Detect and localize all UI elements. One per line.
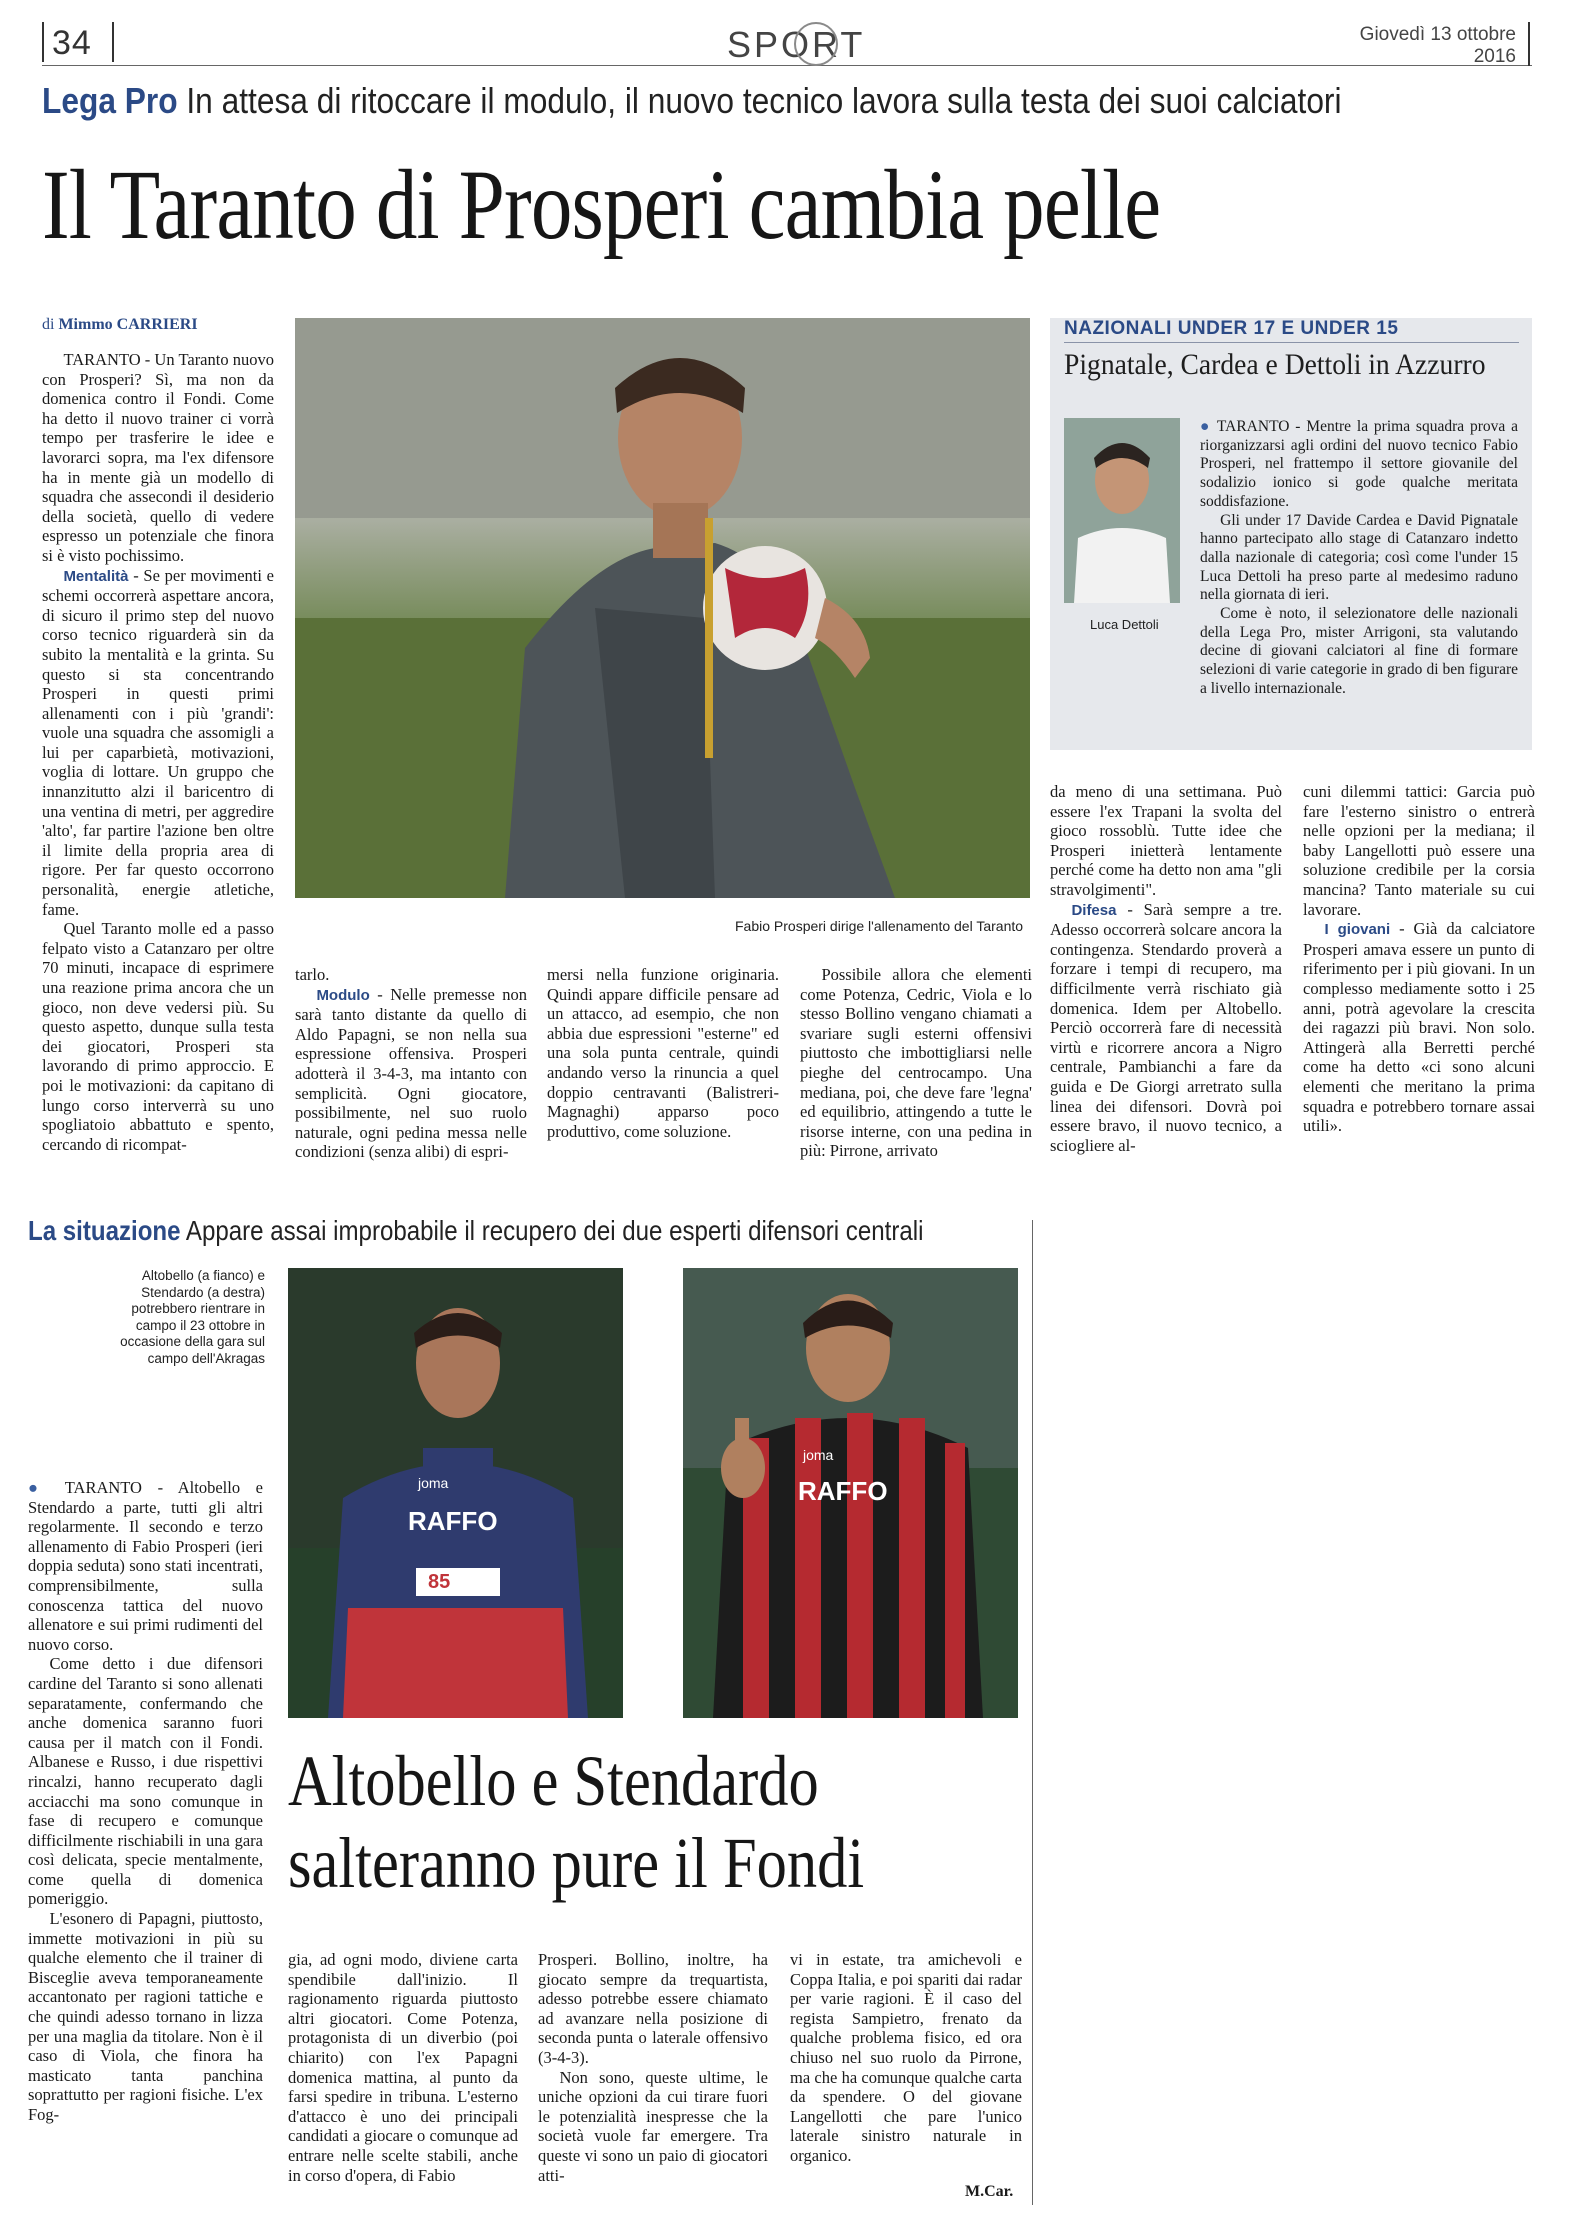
header-number-rule <box>112 22 114 62</box>
second-col-D <box>790 1950 1022 2180</box>
main-kicker-label: Lega Pro <box>42 80 178 121</box>
date-line2: 2016 <box>1473 46 1516 67</box>
second-col-B <box>288 1950 518 2208</box>
jersey-brand-right: joma <box>803 1447 834 1463</box>
main-col6-p2: - Già da calciatore Prosperi amava essere un punto di riferimento per i più giovani. In un complesso mediamente sotto i 25 anni, potrà agevolare la crescita dei ragazzi più bravi. Non solo. Attingerà alla Berretti perché come ha detto «ci sono alcuni elementi che meritano la prima squadra e potrebbero tornare assai utili». <box>1303 919 1535 1136</box>
main-col1-p3: Quel Taranto molle ed a passo felpato visto a Catanzaro per oltre 70 minuti, incapace di esprimere una reazione prima ancora che un gioco, non deve vedersi più. Su questo aspetto, dunque sulla testa dei giocatori, Prosperi sta lavorando di primo approccio. E poi le motivazioni: da capitano di lungo corso interverrà su uno spogliatoio abbattuto e spento, cercando di ricompat- <box>42 919 274 1154</box>
jersey-brand-left: joma <box>418 1475 449 1491</box>
main-col6-p1: cuni dilemmi tattici: Garcia può fare l'esterno sinistro o entrerà nelle opzioni per la mediana; il baby Langellotti può essere una soluzione credibile per la corsia mancina? Tanto materiale su cui lavorare. <box>1303 782 1535 919</box>
main-kicker <box>42 80 1362 122</box>
date-line1: Giovedì 13 ottobre <box>1359 24 1516 45</box>
kw-modulo: Modulo <box>316 986 370 1004</box>
second-colC-p1: Prosperi. Bollino, inoltre, ha giocato sempre da trequartista, adesso potrebbe essere chiamato ad avanzare nella posizione di seconda punta o laterale offensivo (3-4-3). <box>538 1950 768 2067</box>
second-photo-caption: Altobello (a fianco) e Stendardo (a destra) potrebbero rientrare in campo il 23 ottobre in occasione della gara sul campo dell'Akragas <box>120 1268 265 1366</box>
section-logo-ring <box>794 22 838 66</box>
second-article-left-rule <box>1032 1220 1033 2205</box>
second-colB-p1: gia, ad ogni modo, diviene carta spendibile dall'inizio. Il ragionamento riguarda piuttosto altri giocatori. Come Potenza, protagonista di un diverbio (poi chiarito) con l'ex Papagni domenica mattina, al punto da farsi spedire in tribuna. L'esterno d'attacco è uno dei principali candidati a giocare o comunque ad entrare nelle scelte stabili, anche in corso d'opera, di Fabio <box>288 1950 518 2185</box>
jersey-number-left: 85 <box>428 1571 451 1593</box>
altobello-illustration <box>288 1268 623 1718</box>
coach-illustration <box>295 318 1030 898</box>
page-number: 34 <box>52 24 92 62</box>
main-col1-p1: TARANTO - Un Taranto nuovo con Prosperi? Sì, ma non da domenica contro il Fondi. Come ha detto il nuovo trainer ci vorrà tempo per trasferire le idee e lavorarci sopra, ma l'ex difensore ha in mente già un modello di squadra che assecondi il desiderio della società, quello di vedere espresso un potenziale che finora si è visto pochissimo. <box>42 350 274 565</box>
main-col5-p2: - Sarà sempre a tre. Adesso occorrerà solcare ancora la contingenza. Stendardo proverà a forzare i tempi di recupero, ma difficilmente verrà rischiato già domenica. Idem per Altobello. Perciò occorrerà fare di necessità virtù e ricorrere ancora a Nigro centrale, Pambianchi a fare da guida e De Giorgi arretrato sulla linea dei difensori. Dovrà poi essere bravo, il nuovo tecnico, a sciogliere al- <box>1050 899 1282 1155</box>
second-col-C <box>538 1950 768 2208</box>
second-colA-p2: Come detto i due difensori cardine del Taranto si sono allenati separatamente, confermando che anche domenica saranno fuori causa per il match con il Fondi. Albanese e Russo, i due rispettivi rincalzi, hanno recuperato dagli acciacchi ma sono comunque in fase di recupero e comunque difficilmente rischiabili in una gara così delicata, specie mentalmente, come quella di domenica pomeriggio. <box>28 1654 263 1909</box>
photo-stendardo <box>683 1268 1018 1718</box>
sidebar-photo-dettoli <box>1064 418 1180 603</box>
main-col-2 <box>295 965 527 1165</box>
second-kicker-label: La situazione <box>28 1215 181 1246</box>
byline-name: Mimmo CARRIERI <box>58 316 198 333</box>
main-col4-p1: Possibile allora che elementi come Potenza, Cedric, Viola e lo stesso Bollino vengano chiamati a svariare sugli esterni offensivi piuttosto che imbottigliarsi nelle pieghe del centrocampo. Una mediana, poi, che deve fare 'legna' ed equilibrio, attingendo a tutte le risorse interne, con una pedina in più: Pirrone, arrivato <box>800 965 1032 1161</box>
kw-difesa: Difesa <box>1071 901 1117 919</box>
sidebar-box <box>1050 318 1532 750</box>
second-colD-p1: vi in estate, tra amichevoli e Coppa Italia, e poi spariti dai radar per varie ragioni. È il caso del regista Sampietro, frenato da qualche problema fisico, ed ora chiuso nel suo ruolo da Pirrone, ma che ha comunque qualche carta da spendere. O del giovane Langellotti che pare l'unico laterale sinistro naturale in organico. <box>790 1950 1022 2165</box>
second-kicker <box>28 1215 923 1247</box>
sidebar-headline: Pignatale, Cardea e Dettoli in Azzurro <box>1064 348 1486 381</box>
main-col1-p2: - Se per movimenti e schemi occorrerà aspettare ancora, di sicuro il primo step del nuovo corso tecnico riguarderà sin da subito la mentalità e la grinta. Su questo si sta concentrando Prosperi in questi primi allenamenti con i più 'grandi': vuole una squadra che assomigli a lui per caparbietà, motivazioni, voglia di lottare. Un gruppo che innanzitutto alzi il baricentro di una ventina di metri, per aggredire 'alto', far partire l'azione ben oltre il limite della propria area di rigore. Per far questo occorrono personalità, energie atletiche, fame. <box>42 565 274 919</box>
main-col2-p1: tarlo. <box>295 965 330 984</box>
kw-giovani: I giovani <box>1324 921 1391 939</box>
kw-mentalita: Mentalità <box>63 567 129 585</box>
sidebar-p2: Gli under 17 Davide Cardea e David Pignatale hanno partecipato allo stage di Catanzaro indetto dalla nazionale di categoria; così come l'under 15 Luca Dettoli ha preso parte al medesimo raduno nella giornata di ieri. <box>1200 511 1518 604</box>
stendardo-illustration <box>683 1268 1018 1718</box>
second-kicker-text: Appare assai improbabile il recupero dei due esperti difensori centrali <box>185 1215 924 1246</box>
header-left-rule <box>42 22 44 62</box>
sidebar-p3: Come è noto, il selezionatore delle nazionali della Lega Pro, mister Arrigoni, sta valutando decine di giovani calciatori al fine di formare selezioni di varie categorie in grado di ben figurare a livello internazionale. <box>1200 605 1518 697</box>
second-headline-line1: Altobello e Stendardo <box>288 1741 819 1821</box>
jersey-sponsor-right: RAFFO <box>798 1476 888 1506</box>
page-header <box>42 20 1532 72</box>
photo-altobello <box>288 1268 623 1718</box>
sidebar-p1: TARANTO - Mentre la prima squadra prova a riorganizzarsi agli ordini del nuovo tecnico Fabio Prosperi, nel frattempo il settore giovanile del sodalizio ionico si gode qualche meritata soddisfazione. <box>1200 418 1518 510</box>
main-photo-caption: Fabio Prosperi dirige l'allenamento del Taranto <box>735 918 1024 934</box>
jersey-sponsor-left: RAFFO <box>408 1506 498 1536</box>
article-signature: M.Car. <box>965 2183 1014 2200</box>
main-kicker-text: In attesa di ritoccare il modulo, il nuovo tecnico lavora sulla testa dei suoi calciatori <box>186 80 1342 121</box>
dettoli-illustration <box>1064 418 1180 603</box>
sidebar-text <box>1200 418 1518 743</box>
main-col5-p1: da meno di una settimana. Può essere l'ex Trapani la svolta del gioco rossoblù. Tutte idee che Prosperi inietterà lentamente perché come ha detto non ama "gli stravolgimenti". <box>1050 782 1282 899</box>
second-colA-p1: TARANTO - Altobello e Stendardo a parte, tutti gli altri regolarmente. Il secondo e terzo allenamento di Fabio Prosperi (ieri doppia seduta) sono stati incentrati, comprensibilmente, sulla conoscenza tattica del nuovo allenatore e sui primi rudimenti del nuovo corso. <box>28 1478 263 1654</box>
main-headline: Il Taranto di Prosperi cambia pelle <box>42 149 1161 260</box>
second-col-A <box>28 1478 263 2208</box>
main-photo-prosperi <box>295 318 1030 898</box>
header-right-rule <box>1528 22 1530 66</box>
byline-prefix: di <box>42 316 55 333</box>
main-col-5 <box>1050 782 1282 1165</box>
second-colA-p3: L'esonero di Papagni, piuttosto, immette motivazioni in più su qualche elemento che il trainer di Bisceglie aveva temporaneamente accantonato per ragioni tattiche e che quindi adesso tornano in lizza per una maglia da titolare. Non è il caso di Viola, che finora ha masticato tanta panchina soprattutto per ragioni fisiche. L'ex Fog- <box>28 1909 263 2124</box>
main-col-6 <box>1303 782 1535 1165</box>
second-headline <box>288 1740 1028 1904</box>
second-headline-line2: salteranno pure il Fondi <box>288 1823 865 1903</box>
section-title: SPORT <box>727 24 866 65</box>
main-col2-p2: - Nelle premesse non sarà tanto distante da quello di Aldo Papagni, se non nella sua espressione offensiva. Prosperi adotterà il 3-4-3, ma intanto con semplicità. Ogni giocatore, possibilmente, nel suo ruolo naturale, ogni pedina messa nelle condizioni (senza alibi) di espri- <box>295 984 527 1162</box>
second-colC-p2: Non sono, queste ultime, le uniche opzioni da cui tirare fuori le potenzialità inespresse che la società vuole far emergere. Tra queste vi sono un paio di giocatori atti- <box>538 2067 768 2185</box>
main-col-4 <box>800 965 1032 1165</box>
sidebar-kicker: NAZIONALI UNDER 17 E UNDER 15 <box>1064 318 1399 339</box>
main-col-3 <box>547 965 779 1165</box>
main-col-1 <box>42 350 274 1165</box>
main-col3-p1: mersi nella funzione originaria. Quindi appare difficile pensare ad un attacco, ad esempio, che non abbia due espressioni "esterne" ed una sola punta centrale, quindi andando verso la rinuncia a quel doppio centravanti (Balistreri-Magnaghi) apparso poco produttivo, come soluzione. <box>547 965 779 1141</box>
bullet-icon: ● <box>1200 418 1212 435</box>
sidebar-kicker-rule <box>1064 342 1519 343</box>
sidebar-photo-caption: Luca Dettoli <box>1090 617 1159 632</box>
bullet-icon-2: ● <box>28 1478 50 1497</box>
byline <box>42 316 198 334</box>
